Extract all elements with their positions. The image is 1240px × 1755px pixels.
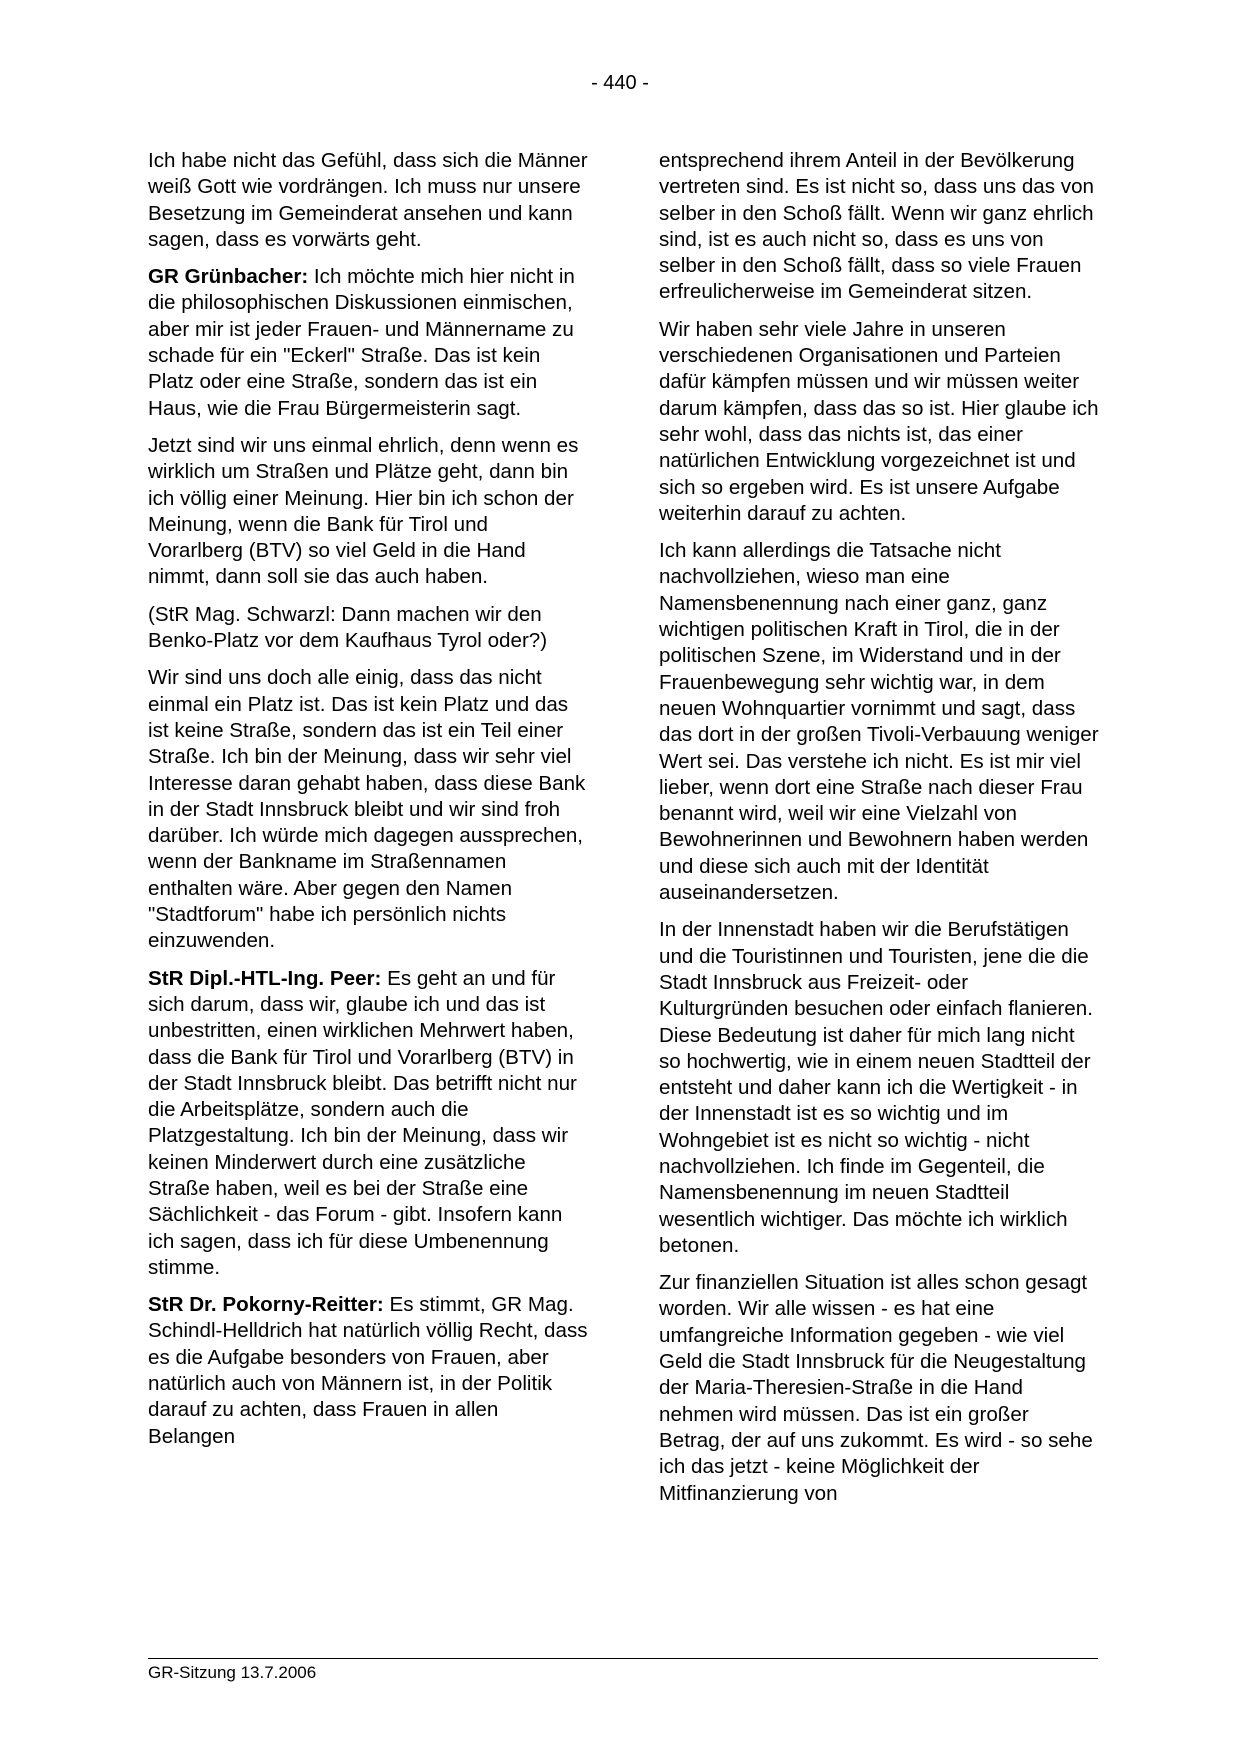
paragraph: [148, 966, 588, 1282]
speech-text: Es stimmt, GR Mag. Schindl-Helldrich hat natürlich völlig Recht, dass es die Aufgabe besonders von Frauen, aber natürlich auch von Männern ist, in der Politik darauf zu achten, dass Frauen in allen Belangen: [148, 1293, 588, 1448]
speaker-name: StR Dr. Pokorny-Reitter:: [148, 1293, 384, 1317]
paragraph: Wir sind uns doch alle einig, dass das nicht einmal ein Platz ist. Das ist kein Platz und das ist keine Straße, sondern das ist ein Teil einer Straße. Ich bin der Meinung, dass wir sehr viel Interesse daran gehabt haben, dass diese Bank in der Stadt Innsbruck bleibt und wir sind froh darüber. Ich würde mich dagegen aussprechen, wenn der Bankname im Straßennamen enthalten wäre. Aber gegen den Namen "Stadtforum" habe ich persönlich nichts einzuwenden.: [148, 666, 586, 953]
right-column: [659, 148, 1099, 1518]
left-column: [148, 148, 588, 1461]
paragraph: Zur finanziellen Situation ist alles schon gesagt worden. Wir alle wissen - es hat eine umfangreiche Information gegeben - wie viel Geld die Stadt Innsbruck für die Neugestaltung der Maria-Theresien-Straße in die Hand nehmen wird müssen. Das ist ein großer Betrag, der auf uns zukommt. Es wird - so sehe ich das jetzt - keine Möglichkeit der Mitfinanzierung von: [659, 1271, 1093, 1505]
speech-text: Ich möchte mich hier nicht in die philosophischen Diskussionen einmischen, aber mir ist jeder Frauen- und Männername zu schade für ein "Eckerl" Straße. Das ist kein Platz oder eine Straße, sondern das ist ein Haus, wie die Frau Bürgermeisterin sagt.: [148, 265, 575, 420]
page-number: - 440 -: [591, 72, 649, 94]
paragraph: [148, 1292, 588, 1450]
paragraph: [148, 264, 588, 422]
paragraph: Jetzt sind wir uns einmal ehrlich, denn wenn es wirklich um Straßen und Plätze geht, dann bin ich völlig einer Meinung. Hier bin ich schon der Meinung, wenn die Bank für Tirol und Vorarlberg (BTV) so viel Geld in die Hand nimmt, dann soll sie das auch haben.: [148, 433, 579, 589]
paragraph: Wir haben sehr viele Jahre in unseren verschiedenen Organisationen und Parteien dafür kämpfen müssen und wir müssen weiter darum kämpfen, dass das so ist. Hier glaube ich sehr wohl, dass das nichts ist, das einer natürlichen Entwicklung vorgezeichnet ist und sich so ergeben wird. Es ist unsere Aufgabe weiterhin darauf zu achten.: [659, 317, 1099, 525]
paragraph: In der Innenstadt haben wir die Berufstätigen und die Touristinnen und Touristen, jene die die Stadt Innsbruck aus Freizeit- oder Kulturgründen besuchen oder einfach flanieren. Diese Bedeutung ist daher für mich lang nicht so hochwertig, wie in einem neuen Stadtteil der entsteht und daher kann ich die Wertigkeit - in der Innenstadt ist es so wichtig und im Wohngebiet ist es nicht so wichtig - nicht nachvollziehen. Ich finde im Gegenteil, die Namensbenennung im neuen Stadtteil wesentlich wichtiger. Das möchte ich wirklich betonen.: [659, 918, 1093, 1257]
paragraph: Ich habe nicht das Gefühl, dass sich die Männer weiß Gott wie vordrängen. Ich muss nur unsere Besetzung im Gemeinderat ansehen und kann sagen, dass es vorwärts geht.: [148, 149, 588, 251]
footer-divider: [148, 1658, 1098, 1659]
interjection: (StR Mag. Schwarzl: Dann machen wir den Benko-Platz vor dem Kaufhaus Tyrol oder?): [148, 602, 548, 653]
paragraph: entsprechend ihrem Anteil in der Bevölkerung vertreten sind. Es ist nicht so, dass uns das von selber in den Schoß fällt. Wenn wir ganz ehrlich sind, ist es auch nicht so, dass es uns von selber in den Schoß fällt, dass so viele Frauen erfreulicherweise im Gemeinderat sitzen.: [659, 149, 1094, 304]
speech-text: Es geht an und für sich darum, dass wir, glaube ich und das ist unbestritten, einen wirklichen Mehrwert haben, dass die Bank für Tirol und Vorarlberg (BTV) in der Stadt Innsbruck bleibt. Das betrifft nicht nur die Arbeitsplätze, sondern auch die Platzgestaltung. Ich bin der Meinung, dass wir keinen Minderwert durch eine zusätzliche Straße haben, weil es bei der Straße eine Sächlichkeit - das Forum - gibt. Insofern kann ich sagen, dass ich für diese Umbenennung stimme.: [148, 966, 577, 1279]
speaker-name: GR Grünbacher:: [148, 265, 309, 289]
footer-session-label: GR-Sitzung 13.7.2006: [148, 1663, 317, 1682]
speaker-name: StR Dipl.-HTL-Ing. Peer:: [148, 966, 382, 990]
paragraph: Ich kann allerdings die Tatsache nicht nachvollziehen, wieso man eine Namensbenennung nach einer ganz, ganz wichtigen politischen Kraft in Tirol, die in der politischen Szene, im Widerstand und in der Frauenbewegung sehr wichtig war, in dem neuen Wohnquartier vornimmt und sagt, dass das dort in der großen Tivoli-Verbauung weniger Wert sei. Das verstehe ich nicht. Es ist mir viel lieber, wenn dort eine Straße nach dieser Frau benannt wird, weil wir eine Vielzahl von Bewohnerinnen und Bewohnern haben werden und diese sich auch mit der Identität auseinandersetzen.: [659, 539, 1099, 905]
